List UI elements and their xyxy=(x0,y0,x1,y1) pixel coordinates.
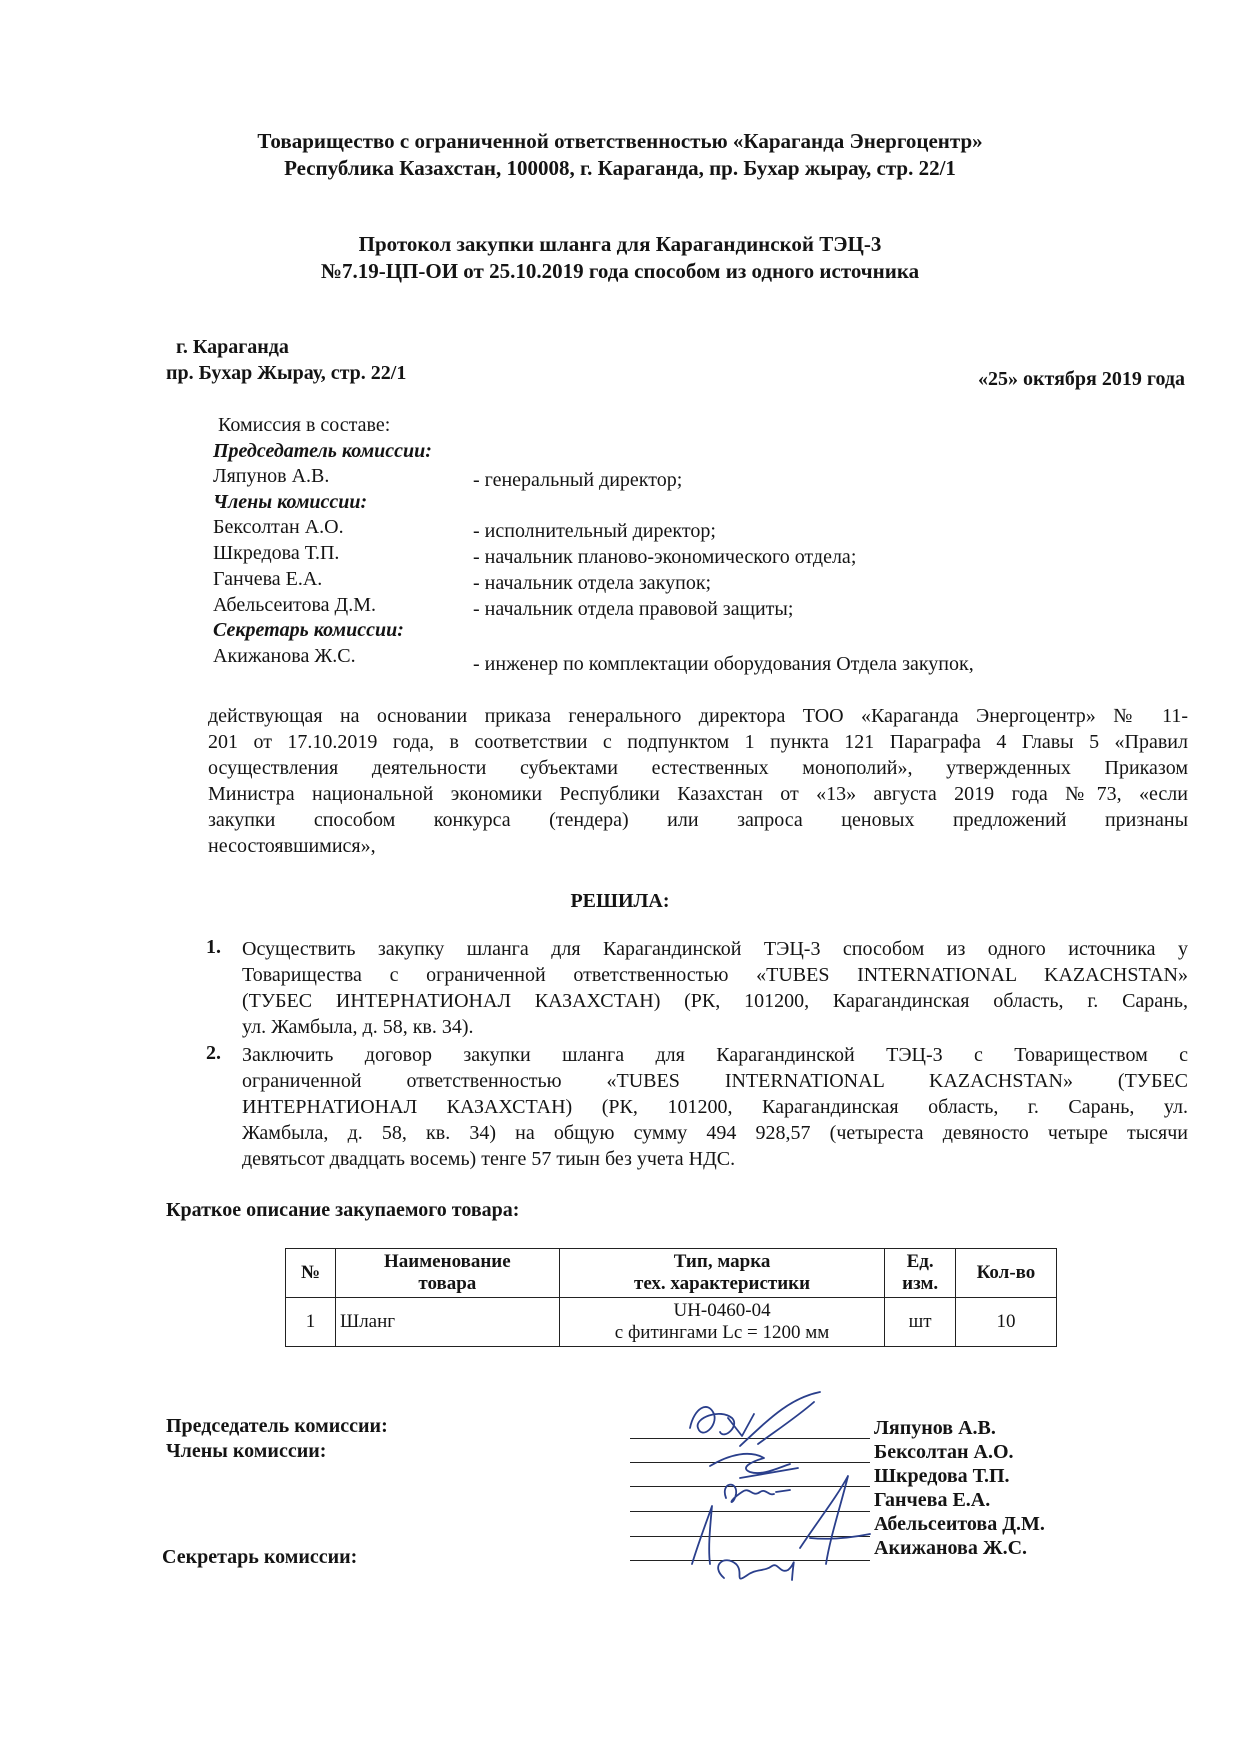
secretary-name: Акижанова Ж.С. xyxy=(213,645,356,667)
handwritten-signatures xyxy=(680,1388,890,1588)
paragraph-line: Товарищества с ограниченной ответственностью «TUBES INTERNATIONAL KAZACHSTAN» xyxy=(242,964,1188,986)
table-header-row xyxy=(286,1249,1057,1298)
place-city: г. Караганда xyxy=(176,336,289,358)
header-line: тех. характеристики xyxy=(634,1273,811,1294)
decision-number: 1. xyxy=(206,936,221,958)
header-line: Тип, марка xyxy=(673,1251,771,1272)
chair-role: - генеральный директор; xyxy=(473,469,683,491)
basis-paragraph xyxy=(208,703,1188,859)
paragraph-line: несостоявшимися», xyxy=(208,835,376,857)
signatory-name: Ляпунов А.В. xyxy=(874,1417,996,1439)
paragraph-line: (ТУБЕС ИНТЕРНАТИОНАЛ КАЗАХСТАН) (РК, 101200, Карагандинская область, г. Сарань, xyxy=(242,990,1188,1012)
protocol-number: №7.19-ЦП-ОИ от 25.10.2019 года способом из одного источника xyxy=(320,259,920,283)
signatory-name: Бексолтан А.О. xyxy=(874,1441,1014,1463)
org-name: Товарищество с ограниченной ответственностью «Караганда Энергоцентр» xyxy=(257,129,983,153)
paragraph-line: Осуществить закупку шланга для Карагандинской ТЭЦ-3 способом из одного источника у xyxy=(242,938,1188,960)
header-line: Наименование xyxy=(384,1251,511,1272)
paragraph-line: осуществления деятельности субъектами естественных монополий», утвержденных Приказом xyxy=(208,757,1188,779)
header-line: Ед. xyxy=(906,1251,934,1272)
member-name: Шкредова Т.П. xyxy=(213,542,340,564)
member-name: Ганчева Е.А. xyxy=(213,568,323,590)
members-heading: Члены комиссии: xyxy=(213,491,368,513)
column-header-type xyxy=(559,1249,885,1298)
protocol-title: Протокол закупки шланга для Карагандинской ТЭЦ-3 xyxy=(358,232,882,256)
members-label: Члены комиссии: xyxy=(166,1440,327,1462)
decision-item xyxy=(242,1042,1188,1172)
paragraph-line: 201 от 17.10.2019 года, в соответствии с подпунктом 1 пункта 121 Параграфа 4 Главы 5 «Правил xyxy=(208,731,1188,753)
paragraph-line: девятьсот двадцать восемь) тенге 57 тиын без учета НДС. xyxy=(242,1148,736,1170)
paragraph-line: Министра национальной экономики Республики Казахстан от «13» августа 2019 года №73, «если xyxy=(208,783,1188,805)
decision-number: 2. xyxy=(206,1042,221,1064)
cell-name: Шланг xyxy=(336,1298,560,1347)
cell-line: с фитингами Lc = 1200 мм xyxy=(614,1322,830,1343)
column-header-qty: Кол-во xyxy=(955,1249,1056,1298)
column-header-num: № xyxy=(286,1249,336,1298)
member-role: - начальник отдела закупок; xyxy=(473,572,712,594)
cell-qty: 10 xyxy=(955,1298,1056,1347)
signatory-names xyxy=(874,1416,1045,1560)
signatory-name: Шкредова Т.П. xyxy=(874,1465,1010,1487)
secretary-label: Секретарь комиссии: xyxy=(162,1546,358,1568)
signatory-name: Абельсеитова Д.М. xyxy=(874,1513,1045,1535)
org-address: Республика Казахстан, 100008, г. Караганда, пр. Бухар жырау, стр. 22/1 xyxy=(284,156,956,180)
column-header-name xyxy=(336,1249,560,1298)
member-role: - исполнительный директор; xyxy=(473,520,716,542)
header-line: товара xyxy=(418,1273,477,1294)
cell-unit: шт xyxy=(885,1298,955,1347)
signatory-name: Ганчева Е.А. xyxy=(874,1489,991,1511)
cell-num: 1 xyxy=(286,1298,336,1347)
cell-type xyxy=(559,1298,885,1347)
signature-lyapunov xyxy=(690,1392,820,1446)
chair-label: Председатель комиссии: xyxy=(166,1415,388,1437)
decision-item xyxy=(242,936,1188,1040)
table-row xyxy=(286,1298,1057,1347)
signature-beksoltan xyxy=(710,1454,798,1478)
signature-shkredova xyxy=(725,1485,790,1502)
place-street: пр. Бухар Жырау, стр. 22/1 xyxy=(166,362,407,384)
decision-heading: РЕШИЛА: xyxy=(570,890,670,912)
signatory-name: Акижанова Ж.С. xyxy=(874,1537,1028,1559)
member-name: Абельсеитова Д.М. xyxy=(213,594,376,616)
member-role: - начальник планово-экономического отдела; xyxy=(473,546,857,568)
chair-name: Ляпунов А.В. xyxy=(213,465,330,487)
secretary-role: - инженер по комплектации оборудования Отдела закупок, xyxy=(473,653,974,675)
paragraph-line: Заключить договор закупки шланга для Карагандинской ТЭЦ-3 с Товариществом с xyxy=(242,1044,1188,1066)
cell-line: UH-0460-04 xyxy=(673,1300,771,1321)
paragraph-line: ул. Жамбыла, д. 58, кв. 34). xyxy=(242,1016,474,1038)
commission-intro: Комиссия в составе: xyxy=(218,414,391,436)
paragraph-line: ограниченной ответственностью «TUBES INTERNATIONAL KAZACHSTAN» (ТУБЕС xyxy=(242,1070,1188,1092)
header-line: изм. xyxy=(902,1273,939,1294)
chair-heading: Председатель комиссии: xyxy=(213,440,432,462)
goods-table xyxy=(285,1248,1057,1347)
protocol-date: «25» октября 2019 года xyxy=(978,368,1185,390)
paragraph-line: закупки способом конкурса (тендера) или запроса ценовых предложений признаны xyxy=(208,809,1188,831)
member-role: - начальник отдела правовой защиты; xyxy=(473,598,794,620)
goods-heading: Краткое описание закупаемого товара: xyxy=(166,1199,520,1221)
signature-gancheva xyxy=(692,1476,870,1564)
column-header-unit xyxy=(885,1249,955,1298)
member-name: Бексолтан А.О. xyxy=(213,516,344,538)
signature-akizhanova xyxy=(718,1560,794,1580)
secretary-heading: Секретарь комиссии: xyxy=(213,619,404,641)
paragraph-line: Жамбыла, д. 58, кв. 34) на общую сумму 494 928,57 (четыреста девяносто четыре тысячи xyxy=(242,1122,1188,1144)
paragraph-line: действующая на основании приказа генерального директора ТОО «Караганда Энергоцентр» № 11- xyxy=(208,705,1188,727)
paragraph-line: ИНТЕРНАТИОНАЛ КАЗАХСТАН) (РК, 101200, Карагандинская область, г. Сарань, ул. xyxy=(242,1096,1188,1118)
